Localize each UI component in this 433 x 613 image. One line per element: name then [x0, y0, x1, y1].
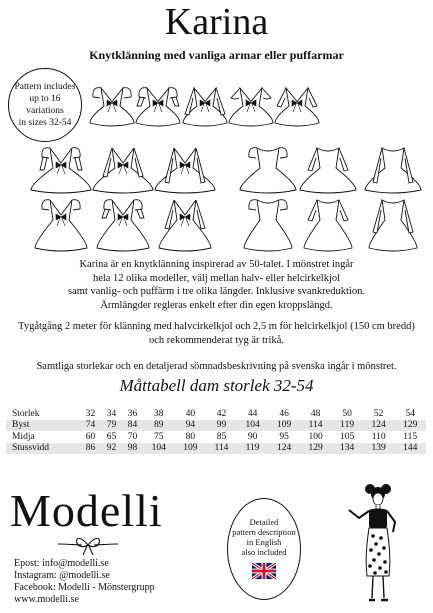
dress-variation-icon — [90, 88, 134, 126]
description-line: Ärmlängder regleras enkelt efter din egen kroppslängd. — [100, 299, 333, 311]
included-paragraph: Samtliga storlekar och en detaljerad sömnadsbeskrivning på svenska ingår i mönstret. — [36, 361, 397, 372]
dress-variation-icon — [275, 88, 319, 126]
dress-variation-icon — [159, 200, 211, 251]
table-cell: 124 — [363, 420, 395, 432]
table-cell: 32 — [85, 408, 96, 419]
table-cell: 98 — [122, 443, 143, 455]
table-cell: 105 — [340, 431, 355, 442]
subtitle: Knytklänning med vanliga armar eller puffarmar — [89, 48, 344, 62]
table-cell: 52 — [373, 408, 384, 419]
table-cell: 42 — [216, 408, 227, 419]
bow-icon — [58, 534, 118, 556]
table-cell: 70 — [127, 431, 138, 442]
table-cell: 110 — [371, 431, 386, 442]
table-cell: 94 — [175, 420, 207, 432]
english-description-badge — [227, 498, 301, 600]
uk-flag-icon — [252, 563, 276, 579]
dress-variation-icon — [136, 88, 180, 126]
badge-line: in sizes 32-54 — [18, 118, 72, 128]
website-text: www.modelli.se — [14, 594, 79, 605]
page-title: Karina — [164, 1, 269, 43]
fabric-paragraph — [0, 320, 433, 347]
table-cell: 86 — [80, 443, 101, 455]
table-row — [6, 420, 426, 432]
table-cell: 46 — [279, 408, 289, 419]
table-cell: 119 — [237, 443, 269, 455]
table-cell: 100 — [308, 431, 323, 442]
badge-line: Pattern includes — [14, 82, 76, 92]
table-cell: 114 — [206, 443, 237, 455]
table-cell: 144 — [394, 443, 426, 455]
table-cell: 95 — [279, 431, 289, 442]
table-cell: 129 — [394, 420, 426, 432]
dress-variation-icon — [155, 148, 215, 193]
table-cell: 119 — [331, 420, 363, 432]
table-cell: 109 — [268, 420, 300, 432]
english-badge-line: in English — [246, 537, 282, 547]
table-cell: 36 — [127, 408, 138, 419]
english-badge-line: Detailed — [249, 517, 279, 527]
row-label: Stussvidd — [6, 443, 80, 455]
table-cell: 40 — [185, 408, 196, 419]
table-cell: 99 — [206, 420, 237, 432]
table-cell: 79 — [101, 420, 122, 432]
dress-variation-icon — [93, 148, 153, 193]
table-row — [6, 443, 426, 455]
row-label: Byst — [6, 420, 80, 432]
description-paragraph — [0, 258, 433, 312]
modelli-logo: Modelli — [10, 485, 163, 536]
table-cell: 139 — [363, 443, 395, 455]
row-label: Storlek — [12, 408, 40, 419]
table-cell: 124 — [268, 443, 300, 455]
table-cell: 75 — [154, 431, 164, 442]
dress-variation-icon — [183, 88, 227, 126]
description-line: hela 12 olika modeller, välj mellan halv- eller helcirkelkjol — [92, 272, 341, 284]
table-cell: 65 — [106, 431, 117, 442]
description-line: Karina är en knytklänning inspirerad av 50-talet. I mönstret ingår — [79, 259, 354, 270]
table-cell: 44 — [247, 408, 258, 419]
table-cell: 115 — [403, 431, 418, 442]
table-cell: 48 — [310, 408, 321, 419]
dress-variation-icon — [240, 148, 296, 193]
instagram-text: Instagram: @modelli.se — [14, 570, 110, 581]
table-cell: 85 — [216, 431, 227, 442]
dress-variation-icon — [300, 148, 356, 193]
dress-variation-icon — [97, 200, 149, 251]
english-badge-line: also included — [241, 547, 287, 557]
table-cell: 60 — [85, 431, 96, 442]
table-row — [6, 408, 426, 420]
dress-variation-icon — [229, 88, 273, 126]
table-cell: 104 — [143, 443, 175, 455]
table-cell: 90 — [247, 431, 258, 442]
badge-line: up to 16 variations — [26, 94, 64, 116]
table-cell: 54 — [405, 408, 415, 419]
table-cell: 84 — [122, 420, 143, 432]
table-row — [6, 431, 426, 443]
dress-variation-icon — [244, 200, 292, 251]
contact-info — [14, 558, 155, 606]
dress-variations-illustration — [0, 78, 433, 258]
description-line: samt vanlig- och puffärm i tre olika längder. Inklusive svankreduktion. — [68, 286, 365, 297]
size-table — [6, 408, 426, 454]
woman-illustration — [343, 480, 423, 610]
email-text: Epost: info@modelli.se — [14, 558, 109, 569]
table-cell: 89 — [143, 420, 175, 432]
table-cell: 92 — [101, 443, 122, 455]
dress-variation-icon — [35, 200, 87, 251]
table-cell: 104 — [237, 420, 269, 432]
dress-variation-icon — [304, 200, 352, 251]
table-cell: 80 — [185, 431, 196, 442]
table-cell: 50 — [342, 408, 352, 419]
table-cell: 114 — [300, 420, 332, 432]
dress-variation-icon — [369, 200, 417, 251]
english-badge-line: pattern description — [232, 527, 296, 537]
fabric-line: Tygåtgång 2 meter för klänning med halvcirkelkjol och 2,5 m för helcirkelkjol (150 cm bredd) — [18, 321, 415, 332]
table-cell: 74 — [80, 420, 101, 432]
table-cell: 34 — [106, 408, 117, 419]
table-cell: 38 — [154, 408, 164, 419]
fabric-line: och rekommenderat tyg är trikå. — [149, 334, 284, 346]
dress-variation-icon — [31, 148, 91, 193]
dress-variation-icon — [365, 148, 421, 193]
table-cell: 129 — [300, 443, 332, 455]
table-cell: 109 — [175, 443, 207, 455]
size-table-title: Måttabell dam storlek 32-54 — [119, 376, 314, 395]
table-cell: 134 — [331, 443, 363, 455]
facebook-text: Facebook: Modelli - Mönstergrupp — [14, 582, 155, 593]
row-label: Midja — [12, 431, 35, 442]
